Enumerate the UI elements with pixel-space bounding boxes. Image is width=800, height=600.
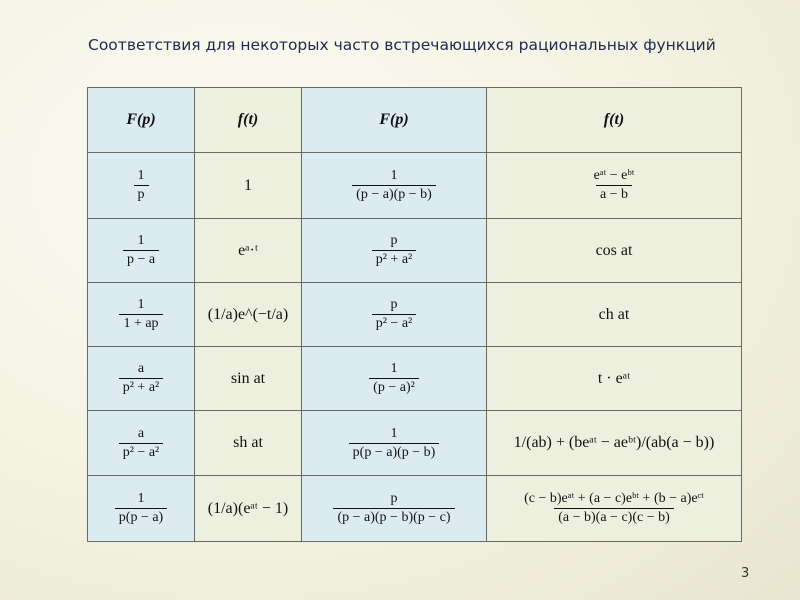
- table-cell: [88, 347, 195, 411]
- fraction-denominator: p(p − a): [115, 508, 167, 526]
- fraction-numerator: 1: [390, 361, 398, 376]
- formula-text: 1: [244, 176, 252, 194]
- fraction-numerator: 1: [137, 297, 145, 312]
- table-cell: [487, 476, 742, 542]
- fraction: [333, 491, 454, 526]
- page-number: 3: [741, 566, 750, 581]
- formula-text: (1/a)e^(−t/a): [207, 305, 289, 323]
- fraction-denominator: p² + a²: [372, 250, 417, 268]
- transform-table: [87, 87, 742, 542]
- fraction-denominator: p: [134, 185, 149, 203]
- fraction-numerator: 1: [137, 491, 145, 506]
- table-body: [88, 88, 742, 542]
- fraction-numerator: 1: [390, 425, 398, 441]
- formula-text: eᵃ·ᵗ: [238, 241, 258, 259]
- fraction-denominator: p² − a²: [119, 443, 164, 461]
- fraction: [115, 491, 167, 526]
- column-header: F(p): [302, 88, 487, 153]
- fraction: [372, 233, 417, 268]
- fraction: [134, 168, 149, 203]
- fraction: [119, 297, 162, 332]
- column-header: F(p): [88, 88, 195, 153]
- table-cell: [195, 476, 302, 542]
- slide-title: Соответствия для некоторых часто встречающихся рациональных функций: [88, 36, 716, 54]
- formula-text: ch at: [598, 305, 630, 323]
- formula-text: cos at: [595, 241, 633, 259]
- table-row: [88, 283, 742, 347]
- fraction: [520, 491, 708, 526]
- fraction-numerator: a: [137, 425, 145, 441]
- table-cell: [302, 347, 487, 411]
- table-cell: [487, 219, 742, 283]
- fraction-denominator: (p − a)(p − b): [352, 185, 436, 203]
- table-cell: [88, 219, 195, 283]
- fraction-numerator: (c − b)eᵃᵗ + (a − c)eᵇᵗ + (b − a)eᶜᵗ: [524, 491, 704, 506]
- table-cell: [88, 153, 195, 219]
- fraction-numerator: 1: [137, 233, 145, 248]
- fraction: [119, 426, 164, 461]
- fraction-denominator: p² + a²: [119, 378, 164, 396]
- fraction-numerator: p: [390, 233, 398, 248]
- table-row: [88, 153, 742, 219]
- table-cell: [487, 283, 742, 347]
- fraction-denominator: 1 + ap: [119, 314, 162, 332]
- fraction-numerator: eᵃᵗ − eᵇᵗ: [593, 168, 635, 183]
- column-header: f(t): [487, 88, 742, 153]
- column-header: f(t): [195, 88, 302, 153]
- fraction: [349, 426, 440, 461]
- table-cell: [88, 476, 195, 542]
- fraction-denominator: p(p − a)(p − b): [349, 443, 440, 461]
- formula-text: t · eᵃᵗ: [597, 369, 631, 387]
- table-row: [88, 411, 742, 476]
- table-cell: [302, 411, 487, 476]
- formula-text: 1/(ab) + (beᵃᵗ − aeᵇᵗ)/(ab(a − b)): [513, 434, 715, 451]
- table-row: [88, 476, 742, 542]
- fraction-numerator: 1: [137, 168, 145, 183]
- fraction-numerator: p: [390, 297, 398, 312]
- fraction-denominator: (p − a)(p − b)(p − c): [333, 508, 454, 526]
- table-cell: [487, 411, 742, 476]
- fraction-denominator: (p − a)²: [369, 378, 419, 396]
- table-cell: [487, 153, 742, 219]
- fraction: [119, 361, 164, 396]
- table-cell: [302, 283, 487, 347]
- fraction-denominator: a − b: [596, 185, 632, 203]
- table-cell: [302, 476, 487, 542]
- fraction-numerator: p: [390, 491, 398, 506]
- fraction: [372, 297, 417, 332]
- fraction-numerator: 1: [390, 168, 398, 183]
- table-cell: [195, 219, 302, 283]
- table-row: [88, 347, 742, 411]
- fraction: [123, 233, 159, 268]
- formula-text: (1/a)(eᵃᵗ − 1): [207, 499, 289, 517]
- fraction: [590, 168, 639, 203]
- fraction-denominator: (a − b)(a − c)(c − b): [554, 508, 674, 526]
- fraction: [369, 361, 419, 396]
- fraction-denominator: p − a: [123, 250, 159, 268]
- table-cell: [302, 153, 487, 219]
- table-cell: [88, 411, 195, 476]
- table-cell: [487, 347, 742, 411]
- table-cell: [195, 347, 302, 411]
- table-row: [88, 219, 742, 283]
- table-cell: [195, 411, 302, 476]
- table-cell: [88, 283, 195, 347]
- header-row: [88, 88, 742, 153]
- table-cell: [302, 219, 487, 283]
- fraction-numerator: a: [137, 361, 145, 376]
- fraction-denominator: p² − a²: [372, 314, 417, 332]
- formula-text: sh at: [233, 434, 263, 451]
- table-cell: [195, 153, 302, 219]
- formula-text: sin at: [230, 369, 266, 387]
- fraction: [352, 168, 436, 203]
- table-cell: [195, 283, 302, 347]
